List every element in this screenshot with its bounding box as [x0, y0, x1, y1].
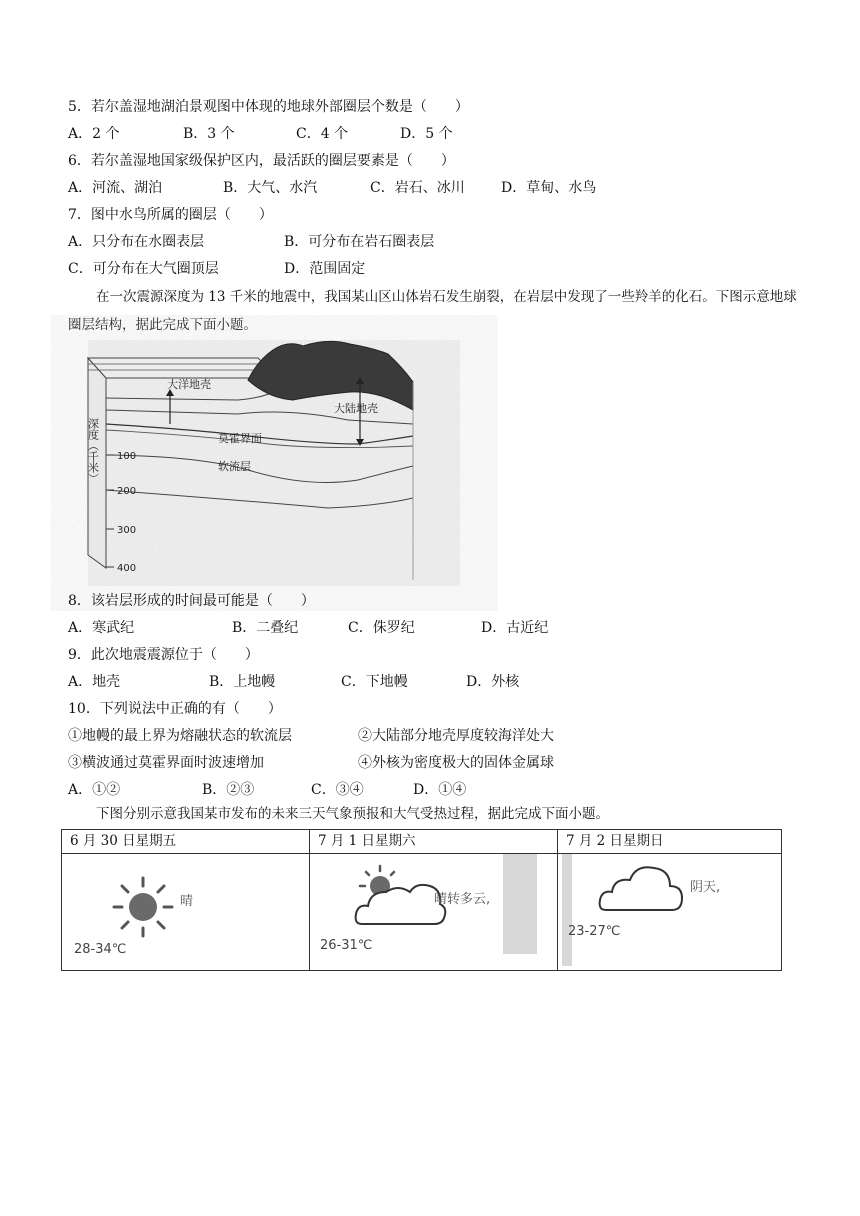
- scan-shade: [562, 854, 572, 966]
- ocean-crust-label: 大洋地壳: [167, 378, 211, 391]
- depth-tick-300: 300: [117, 525, 137, 536]
- forecast-date-2: 7 月 1 日星期六: [310, 830, 558, 854]
- q6-option-c: C．岩石、冰川: [370, 180, 465, 196]
- weather-intro-paragraph: 下图分别示意我国某市发布的未来三天气象预报和大气受热过程，据此完成下面小题。: [96, 806, 609, 822]
- question-8-stem: 8．该岩层形成的时间最可能是（ ）: [68, 593, 315, 609]
- sun-icon: [110, 874, 176, 940]
- forecast-temp-2: 26-31℃: [320, 938, 373, 953]
- forecast-date-3: 7 月 2 日星期日: [558, 830, 782, 854]
- q6-option-d: D．草甸、水鸟: [501, 180, 597, 196]
- earth-intro-paragraph: 在一次震源深度为 13 千米的地震中，我国某山区山体岩石发生崩裂，在岩层中发现了一些羚羊的化石。下图示意地球圈层结构，据此完成下面小题。: [68, 289, 797, 333]
- question-10-stem: 10．下列说法中正确的有（ ）: [68, 701, 282, 717]
- q5-option-b: B．3 个: [183, 126, 235, 142]
- asthenosphere-label: 软流层: [218, 460, 251, 473]
- scan-shade: [503, 854, 537, 954]
- q10-option-a: A．①②: [68, 782, 121, 798]
- q6-option-b: B．大气、水汽: [223, 180, 318, 196]
- forecast-weather-1: 晴: [180, 894, 194, 909]
- forecast-day-3: [558, 854, 781, 970]
- continent-crust-label: 大陆地壳: [334, 402, 378, 415]
- q5-option-c: C．4 个: [296, 126, 349, 142]
- question-5-stem: 5．若尔盖湿地湖泊景观图中体现的地球外部圈层个数是（ ）: [68, 99, 469, 115]
- q10-option-d: D．①④: [413, 782, 467, 798]
- q6-option-a: A．河流、湖泊: [68, 180, 163, 196]
- q10-statement-1: ①地幔的最上界为熔融状态的软流层: [68, 728, 292, 744]
- q7-option-d: D．范围固定: [284, 261, 366, 277]
- depth-tick-100: 100: [117, 451, 137, 462]
- forecast-weather-2: 晴转多云,: [434, 892, 491, 907]
- depth-tick-400: 400: [117, 563, 137, 574]
- earth-structure-figure: [88, 340, 460, 586]
- weather-forecast-table: [61, 829, 782, 971]
- q9-option-b: B．上地幔: [209, 674, 276, 690]
- q9-option-a: A．地壳: [68, 674, 121, 690]
- q7-option-c: C．可分布在大气圈顶层: [68, 261, 219, 277]
- forecast-day-2: [310, 854, 557, 970]
- question-6-stem: 6．若尔盖湿地国家级保护区内，最活跃的圈层要素是（ ）: [68, 153, 455, 169]
- q10-option-b: B．②③: [202, 782, 255, 798]
- forecast-temp-1: 28-34℃: [74, 942, 127, 957]
- question-9-stem: 9．此次地震震源位于（ ）: [68, 647, 259, 663]
- forecast-day-1: [62, 854, 309, 970]
- q5-option-d: D．5 个: [400, 126, 453, 142]
- forecast-date-1: 6 月 30 日星期五: [62, 830, 310, 854]
- q9-option-c: C．下地幔: [341, 674, 408, 690]
- q10-statement-2: ②大陆部分地壳厚度较海洋处大: [358, 728, 554, 744]
- q9-option-d: D．外核: [466, 674, 520, 690]
- q10-option-c: C．③④: [311, 782, 364, 798]
- q10-statement-4: ④外核为密度极大的固体金属球: [358, 755, 554, 771]
- question-7-stem: 7．图中水鸟所属的圈层（ ）: [68, 207, 273, 223]
- q8-option-b: B．二叠纪: [232, 620, 299, 636]
- q5-option-a: A．2 个: [68, 126, 120, 142]
- q7-option-a: A．只分布在水圈表层: [68, 234, 205, 250]
- forecast-temp-3: 23-27℃: [568, 924, 621, 939]
- q8-option-c: C．侏罗纪: [348, 620, 415, 636]
- q8-option-a: A．寒武纪: [68, 620, 135, 636]
- depth-tick-200: 200: [117, 486, 137, 497]
- q7-option-b: B．可分布在岩石圈表层: [284, 234, 435, 250]
- q8-option-d: D．古近纪: [481, 620, 549, 636]
- q10-statement-3: ③横波通过莫霍界面时波速增加: [68, 755, 264, 771]
- depth-axis-label: 深度（千米）: [86, 418, 100, 484]
- moho-label: 莫霍界面: [218, 432, 262, 445]
- cloud-icon: [596, 858, 688, 916]
- forecast-weather-3: 阴天,: [690, 880, 721, 895]
